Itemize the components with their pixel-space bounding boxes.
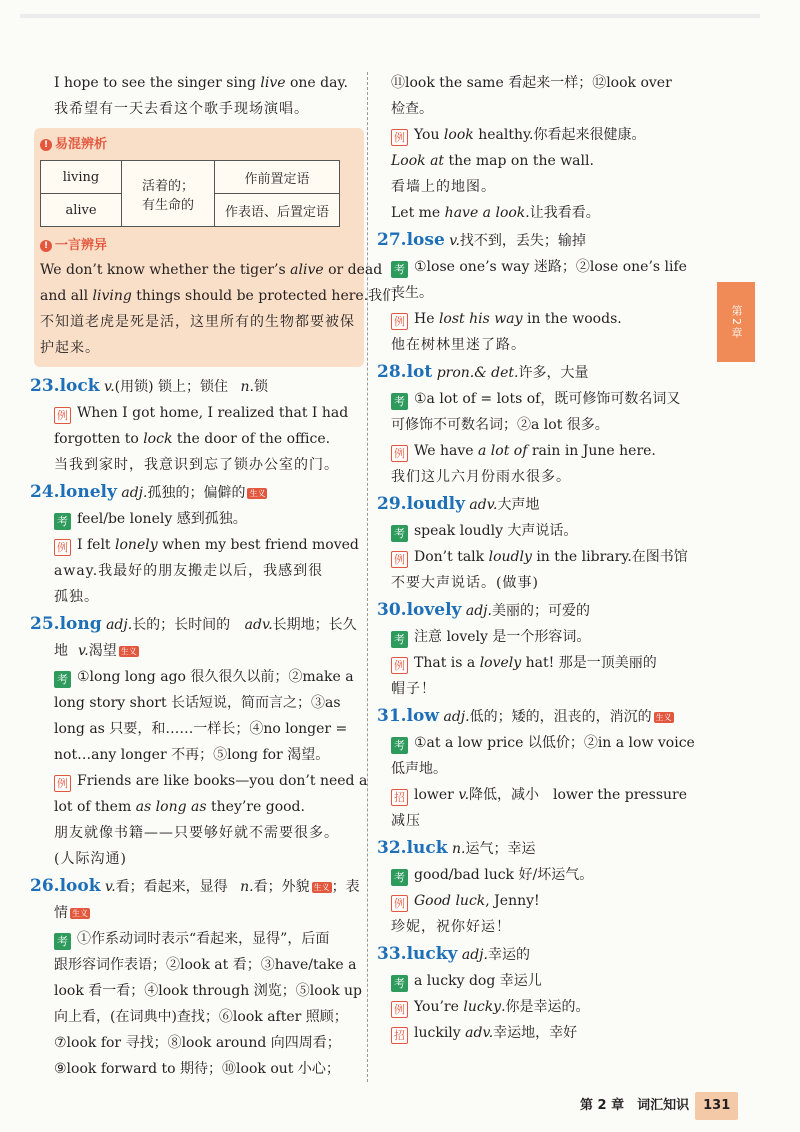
- example: forgotten to lock the door of the office.: [54, 431, 331, 447]
- example-label-icon: 例: [391, 129, 408, 146]
- exam-label-icon: 考: [54, 671, 71, 688]
- example: 例 When I got home, I realized that I had: [40, 400, 358, 426]
- example: 例 Don’t talk loudly in the library.在图书馆: [377, 544, 705, 570]
- info-icon: !: [40, 139, 52, 151]
- translation: 孤独。: [54, 589, 99, 605]
- example-label-icon: 例: [391, 895, 408, 912]
- example-label-icon: 例: [54, 775, 71, 792]
- translation: 当我到家时，我意识到忘了锁办公室的门。: [54, 457, 339, 473]
- new-meaning-badge: 生义: [120, 647, 137, 656]
- new-meaning-badge: 生义: [249, 489, 266, 498]
- exam-point: long story short 长话短说，简而言之；③as: [54, 695, 341, 711]
- definition-cont: 情 生义: [54, 905, 88, 921]
- example-label-icon: 例: [391, 657, 408, 674]
- entry-23-header: 23.lock v.(用锁) 锁上；锁住 n.锁: [30, 376, 268, 396]
- headword: look: [59, 876, 101, 896]
- entry-24-header: 24.lonely adj.孤独的；偏僻的 生义: [30, 482, 266, 502]
- comparison-table: [40, 160, 340, 227]
- entry-26-header: 26.look v.看；看起来，显得 n.看；外貌 生义 ；表: [30, 876, 360, 896]
- translation: 他在树林里迷了路。: [391, 337, 526, 353]
- right-column: [377, 70, 705, 1046]
- new-meaning-badge: 生义: [313, 883, 330, 892]
- exam-point: 考 ①at a low price 以低价；②in a low voice: [377, 730, 705, 756]
- chapter-side-tab: 第2章: [717, 282, 755, 362]
- entry-28-header: 28.lot pron.& det.许多，大量: [377, 362, 589, 382]
- table-cell-merged: 活着的； 有生命的: [122, 161, 215, 227]
- tip-label-icon: 招: [391, 789, 408, 806]
- exam-label-icon: 考: [391, 631, 408, 648]
- exam-point: 跟形容词作表语；②look at 看；③have/take a: [54, 957, 357, 973]
- exam-label-icon: 考: [54, 513, 71, 530]
- translation: 不要大声说话。(做事): [391, 575, 539, 591]
- top-edge-bar: [20, 14, 760, 18]
- page-number: 131: [695, 1092, 738, 1120]
- intro-translation: 我希望有一天去看这个歌手现场演唱。: [54, 101, 309, 117]
- headword: lock: [59, 376, 100, 396]
- entry-33-header: 33.lucky adj.幸运的: [377, 944, 530, 964]
- exam-label-icon: 考: [54, 933, 71, 950]
- definition-cont: 地 v.渴望 生义: [54, 643, 137, 659]
- exam-label-icon: 考: [391, 525, 408, 542]
- exam-label-icon: 考: [391, 393, 408, 410]
- tip-label-icon: 招: [391, 1027, 408, 1044]
- example-label-icon: 例: [391, 1001, 408, 1018]
- column-divider: [367, 72, 368, 1082]
- table-cell: alive: [41, 194, 122, 227]
- headword: lovely: [406, 600, 462, 620]
- headword: lucky: [406, 944, 458, 964]
- headword: long: [59, 614, 102, 634]
- exam-label-icon: 考: [391, 975, 408, 992]
- example: 例 Friends are like books—you don’t need a: [40, 768, 358, 794]
- example: Let me have a look.让我看看。: [391, 205, 600, 221]
- tip-box: [34, 128, 397, 367]
- example: away.我最好的朋友搬走以后，我感到很: [54, 563, 324, 579]
- translation: 帽子！: [391, 681, 436, 697]
- headword: loudly: [406, 494, 465, 514]
- entry-32-header: 32.luck n.运气；幸运: [377, 838, 536, 858]
- example: 例 We have a lot of rain in June here.: [377, 438, 705, 464]
- exam-point: 向上看，(在词典中)查找；⑥look after 照顾；: [54, 1009, 348, 1025]
- footer-chapter: 第 2 章 词汇知识: [580, 1098, 690, 1113]
- headword: lot: [406, 362, 433, 382]
- translation: 看墙上的地图。: [391, 179, 496, 195]
- entry-31-header: 31.low adj.低的；矮的，沮丧的，消沉的 生义: [377, 706, 672, 726]
- example: lot of them as long as they’re good.: [54, 799, 305, 815]
- tip-line: and all living things should be protected here.我们: [40, 288, 397, 304]
- entry-30-header: 30.lovely adj.美丽的；可爱的: [377, 600, 590, 620]
- entry-25-header: 25.long adj.长的；长时间的 adv.长期地；长久: [30, 614, 357, 634]
- exam-point: look 看一看；④look through 浏览；⑤look up: [54, 983, 362, 999]
- tip-box-subtitle: ! 一言辨异: [40, 235, 356, 257]
- exam-point: ⑨look forward to 期待；⑩look out 小心；: [54, 1061, 340, 1077]
- exam-label-icon: 考: [391, 737, 408, 754]
- exam-point: 可修饰不可数名词；②a lot 很多。: [391, 417, 609, 433]
- tip-box-title: ! 易混辨析: [40, 134, 356, 156]
- example: 例 Good luck, Jenny!: [377, 888, 705, 914]
- example-label-icon: 例: [391, 445, 408, 462]
- exam-point: 考 good/bad luck 好/坏运气。: [377, 862, 705, 888]
- tip: 招 lower v.降低，减小 lower the pressure: [377, 782, 705, 808]
- exam-point: ⑦look for 寻找；⑧look around 向四周看；: [54, 1035, 341, 1051]
- exam-point: 考 speak loudly 大声说话。: [377, 518, 705, 544]
- tip-line: 不知道老虎是死是活，这里所有的生物都要被保: [40, 314, 355, 330]
- headword: lonely: [59, 482, 117, 502]
- tip: 减压: [391, 813, 421, 829]
- page-footer: [580, 1092, 738, 1120]
- entry-29-header: 29.loudly adv.大声地: [377, 494, 540, 514]
- tip-line: 护起来。: [40, 340, 100, 356]
- example: 例 That is a lovely hat! 那是一顶美丽的: [377, 650, 705, 676]
- example-label-icon: 例: [391, 313, 408, 330]
- left-column: [30, 70, 397, 1082]
- info-icon: !: [40, 240, 52, 252]
- exam-point: 检查。: [391, 101, 433, 117]
- example: 例 I felt lonely when my best friend moved: [40, 532, 358, 558]
- example-label-icon: 例: [391, 551, 408, 568]
- exam-point: 考 ①a lot of = lots of，既可修饰可数名词又: [377, 386, 705, 412]
- table-cell: 作前置定语: [215, 161, 340, 194]
- translation: 朋友就像书籍——只要够好就不需要很多。: [54, 825, 339, 841]
- exam-point: 低声地。: [391, 761, 447, 777]
- exam-point: 考 ①long long ago 很久很久以前；②make a: [40, 664, 358, 690]
- example: 例 You look healthy.你看起来很健康。: [377, 122, 705, 148]
- exam-point: 考 a lucky dog 幸运儿: [377, 968, 705, 994]
- translation-note: (人际沟通): [54, 851, 127, 867]
- translation: 珍妮，祝你好运！: [391, 919, 511, 935]
- tip-line: We don’t know whether the tiger’s alive or dead: [40, 262, 383, 278]
- exam-point: 丧生。: [391, 285, 433, 301]
- headword: low: [406, 706, 440, 726]
- tip: 招 luckily adv.幸运地，幸好: [377, 1020, 705, 1046]
- example-label-icon: 例: [54, 407, 71, 424]
- headword: luck: [406, 838, 448, 858]
- entry-27-header: 27.lose v.找不到，丢失；输掉: [377, 230, 586, 250]
- exam-point: ⑪look the same 看起来一样；⑫look over: [391, 75, 672, 91]
- exam-point: long as 只要，和……一样长；④no longer =: [54, 721, 348, 737]
- intro-example: I hope to see the singer sing live one day.: [54, 75, 348, 91]
- table-cell: living: [41, 161, 122, 194]
- exam-point: 考 ①lose one’s way 迷路；②lose one’s life: [377, 254, 705, 280]
- exam-point: not…any longer 不再；⑤long for 渴望。: [54, 747, 330, 763]
- example: 例 He lost his way in the woods.: [377, 306, 705, 332]
- example-label-icon: 例: [54, 539, 71, 556]
- example: 例 You’re lucky.你是幸运的。: [377, 994, 705, 1020]
- exam-point: 考 ①作系动词时表示“看起来，显得”，后面: [40, 926, 358, 952]
- translation: 我们这儿六月份雨水很多。: [391, 469, 571, 485]
- exam-label-icon: 考: [391, 261, 408, 278]
- example: Look at the map on the wall.: [391, 153, 594, 169]
- new-meaning-badge: 生义: [655, 713, 672, 722]
- headword: lose: [406, 230, 445, 250]
- exam-point: 考 注意 lovely 是一个形容词。: [377, 624, 705, 650]
- exam-label-icon: 考: [391, 869, 408, 886]
- exam-point: 考 feel/be lonely 感到孤独。: [40, 506, 358, 532]
- new-meaning-badge: 生义: [72, 909, 88, 918]
- table-cell: 作表语、后置定语: [215, 194, 340, 227]
